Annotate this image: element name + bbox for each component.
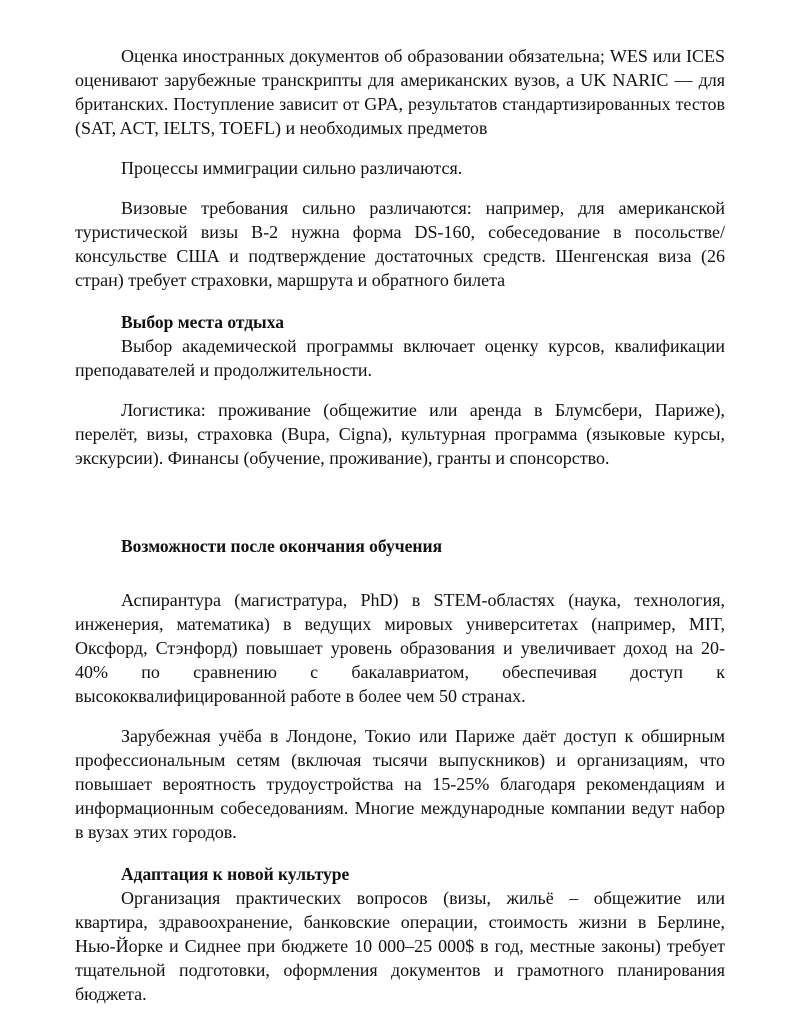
heading-culture-adaptation: Адаптация к новой культуре (121, 864, 350, 884)
paragraph-immigration: Процессы иммиграции сильно различаются. (121, 158, 463, 178)
paragraph-practical-matters: Организация практических вопросов (визы, жильё – общежитие или квартира, здравоохранение, банковские операции, стоимость жизни в Берлине, Нью-Йорке и Сиднее при бюджете 10 000–25 000$ в год, местные законы) требует тщательной подготовки, оформления документов и грамотного планирования бюджета. (75, 888, 725, 1004)
heading-post-graduation: Возможности после окончания обучения (121, 536, 443, 556)
paragraph-visa-requirements: Визовые требования сильно различаются: например, для американской туристической визы B-2 нужна форма DS-160, собеседование в посольстве/консульстве США и подтверждение достаточных средств. Шенгенская виза (26 стран) требует страховки, маршрута и обратного билета (75, 198, 725, 290)
paragraph-graduate-studies: Аспирантура (магистратура, PhD) в STEM-областях (наука, технология, инженерия, математика) в ведущих мировых университетах (например, MIT, Оксфорд, Стэнфорд) повышает уровень образования и увеличивает доход на 20-40% по сравнению с бакалавриатом, обеспечивая доступ к высококвалифицированной работе в более чем 50 странах. (75, 590, 725, 706)
paragraph-logistics: Логистика: проживание (общежитие или аренда в Блумсбери, Париже), перелёт, визы, страховка (Bupa, Cigna), культурная программа (языковые курсы, экскурсии). Финансы (обучение, проживание), гранты и спонсорство. (75, 400, 725, 468)
paragraph-professional-networks: Зарубежная учёба в Лондоне, Токио или Париже даёт доступ к обширным профессиональным сетям (включая тысячи выпускников) и организациям, что повышает вероятность трудоустройства на 15-25% благодаря рекомендациям и информационным собеседованиям. Многие международные компании ведут набор в вузах этих городов. (75, 726, 725, 842)
paragraph-foreign-documents: Оценка иностранных документов об образовании обязательна; WES или ICES оценивают зарубежные транскрипты для американских вузов, а UK NARIC — для британских. Поступление зависит от GPA, результатов стандартизированных тестов (SAT, ACT, IELTS, TOEFL) и необходимых предметов (75, 46, 725, 138)
paragraph-program-choice: Выбор академической программы включает оценку курсов, квалификации преподавателей и продолжительности. (75, 336, 725, 380)
document-page (75, 44, 725, 1006)
heading-destination-choice: Выбор места отдыха (121, 312, 284, 332)
